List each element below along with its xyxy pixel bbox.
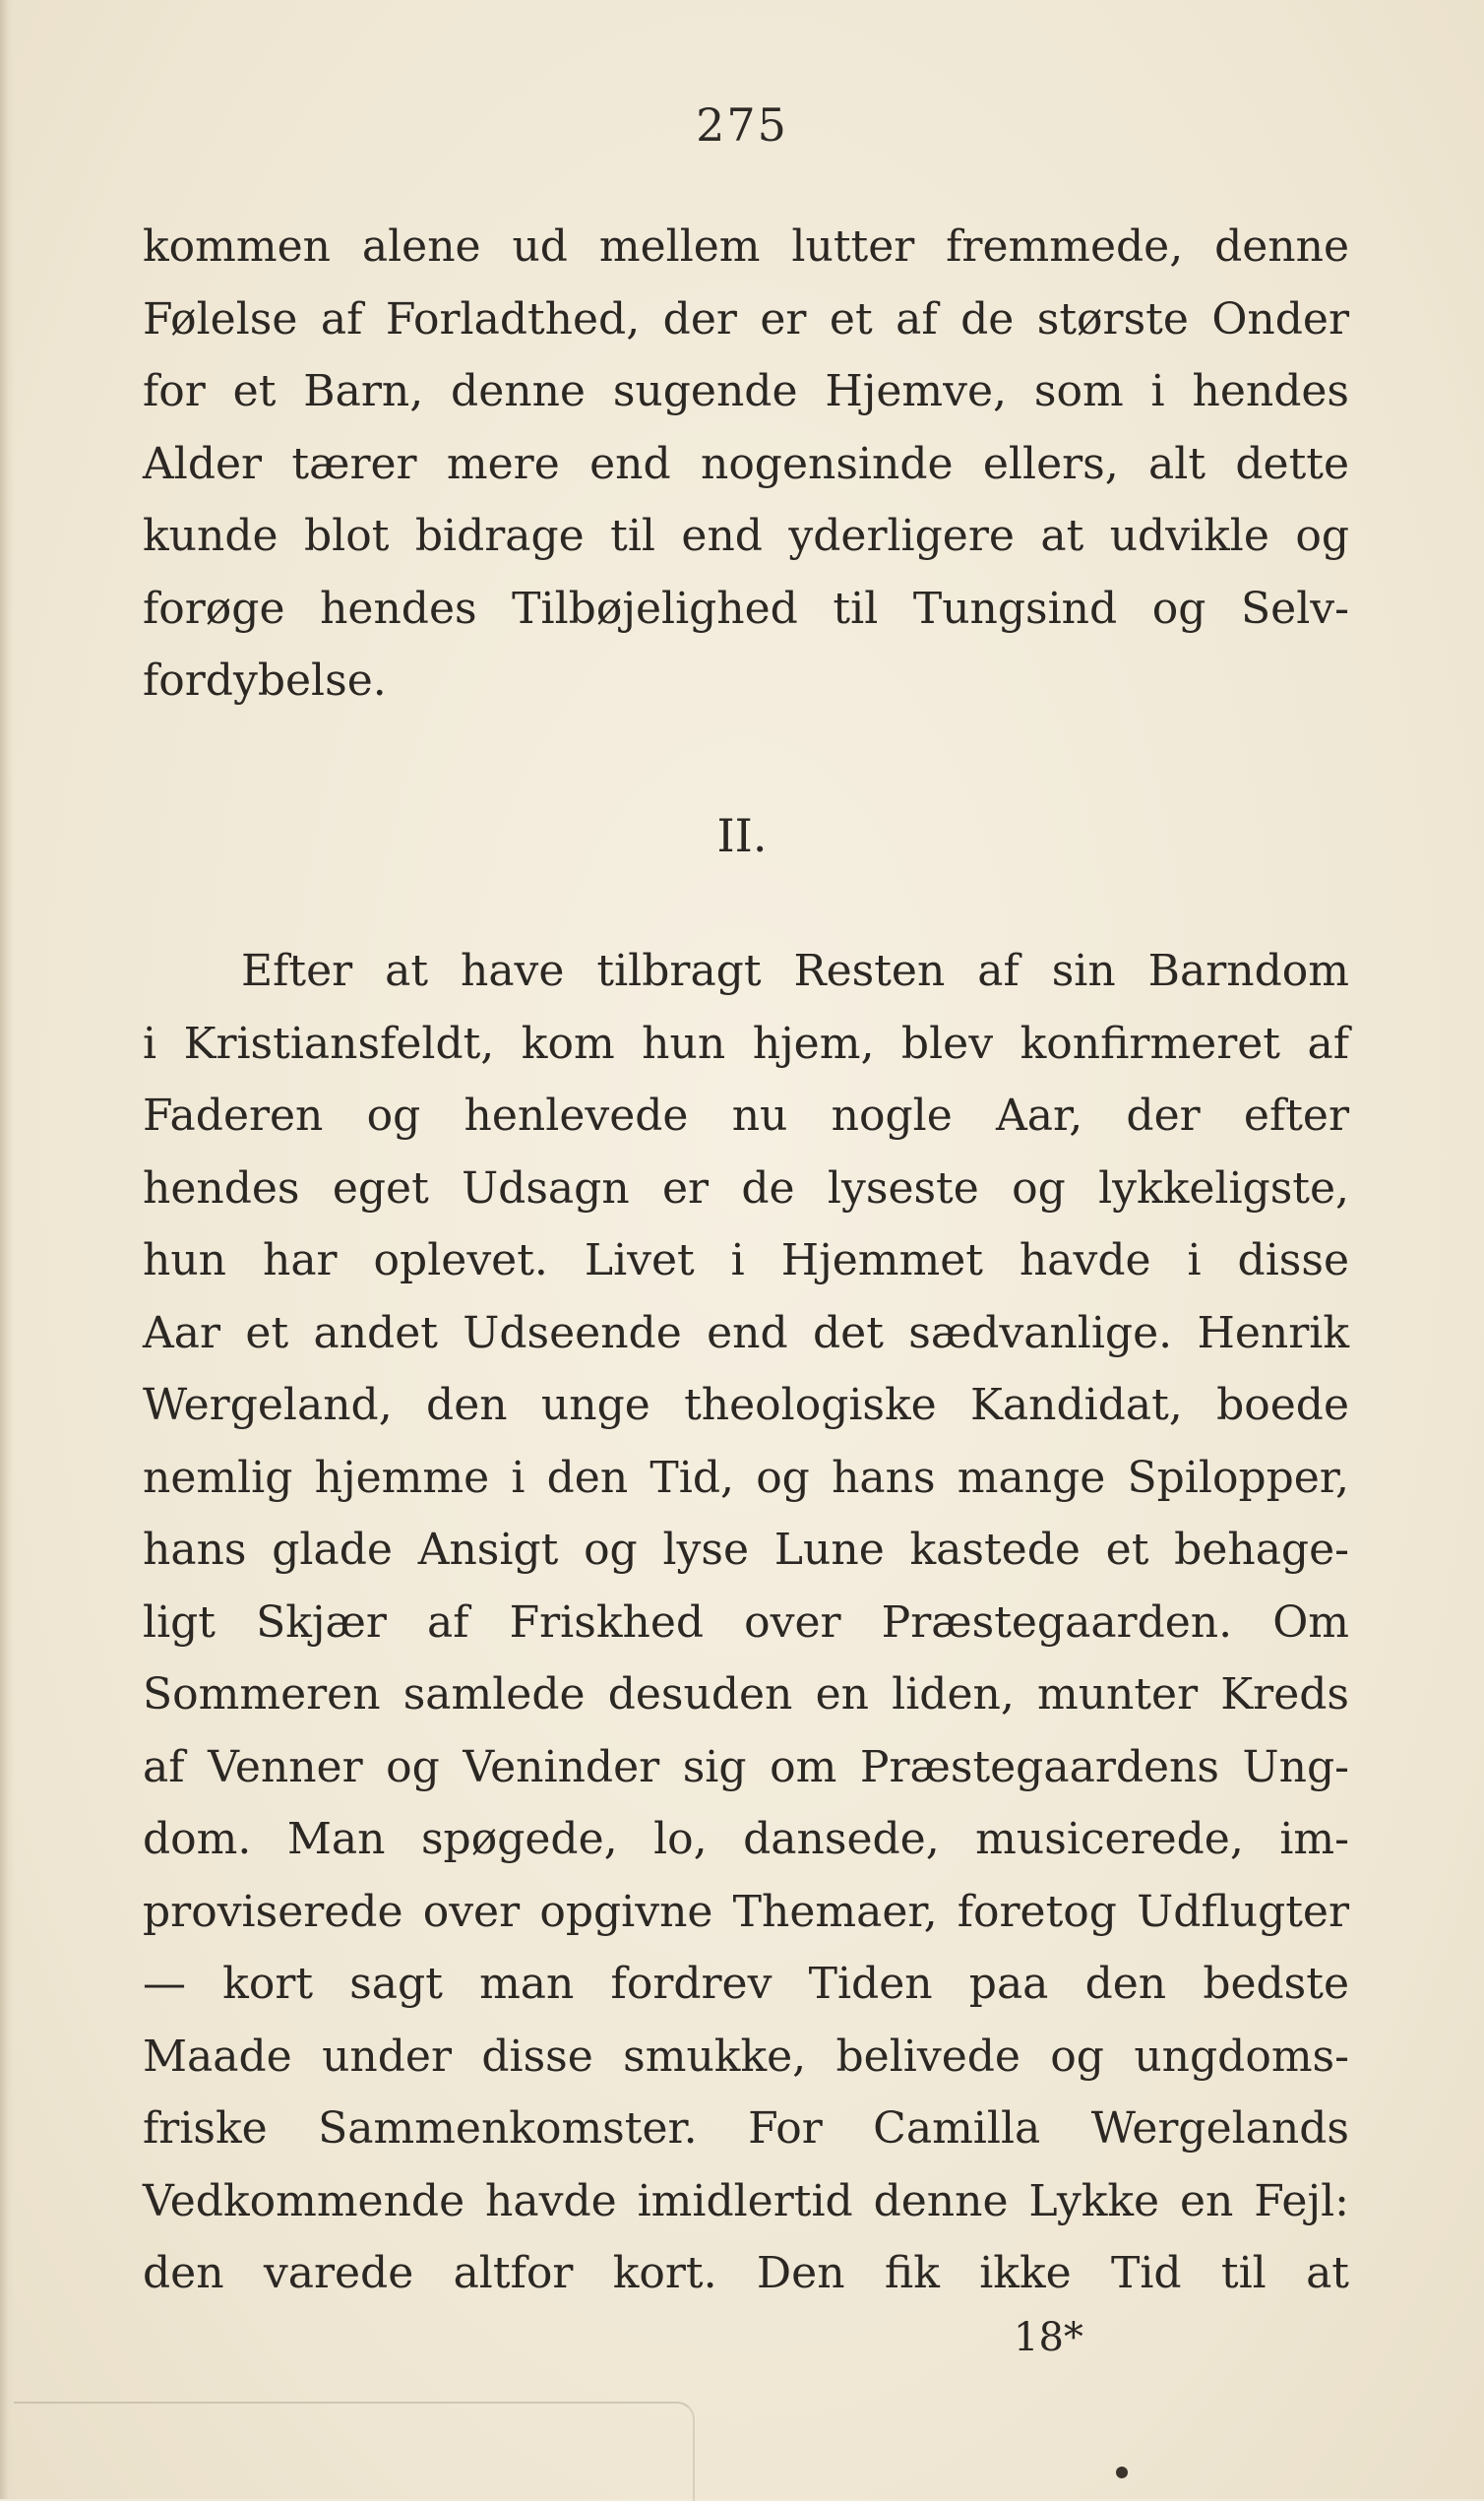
text-line: Efter at have tilbragt Resten af sin Barndom: [241, 946, 1349, 996]
page-number: 275: [696, 98, 788, 152]
text-line: proviserede over opgivne Themaer, foretog Udflugter: [143, 1886, 1349, 1937]
paragraph-2: [143, 935, 1349, 2310]
text-line: forøge hendes Tilbøjelighed til Tungsind og Selv-: [143, 583, 1349, 634]
signature-mark: 18*: [1014, 2315, 1083, 2360]
text-line: den varede altfor kort. Den fik ikke Tid til at: [143, 2248, 1349, 2298]
text-line: dom. Man spøgede, lo, dansede, musicerede, im-: [143, 1814, 1349, 1864]
text-line: ligt Skjær af Friskhed over Præstegaarden. Om: [143, 1596, 1349, 1648]
text-line: hun har oplevet. Livet i Hjemmet havde i disse: [143, 1235, 1349, 1285]
page-fold-mark: [14, 2402, 695, 2501]
section-heading: II.: [716, 809, 768, 862]
text-line: Maade under disse smukke, belivede og ungdoms-: [143, 2031, 1349, 2082]
text-line: Følelse af Forladthed, der er et af de største Onder: [143, 293, 1349, 344]
paragraph-1: [143, 211, 1349, 718]
ink-speck: [1116, 2467, 1128, 2478]
text-line: for et Barn, denne sugende Hjemve, som i hendes: [143, 366, 1349, 416]
text-line: hans glade Ansigt og lyse Lune kastede et behage-: [143, 1525, 1349, 1575]
text-line: af Venner og Veninder sig om Præstegaardens Ung-: [143, 1741, 1349, 1792]
text-line: Faderen og henlevede nu nogle Aar, der efter: [143, 1091, 1349, 1141]
text-line: fordybelse.: [143, 656, 387, 706]
text-line: Alder tærer mere end nogensinde ellers, alt dette: [143, 438, 1349, 489]
text-line: i Kristiansfeldt, kom hun hjem, blev konfirmeret af: [143, 1018, 1349, 1069]
text-line: kunde blot bidrage til end yderligere at udvikle og: [143, 511, 1349, 561]
text-line: nemlig hjemme i den Tid, og hans mange Spilopper,: [143, 1452, 1349, 1503]
text-line: kommen alene ud mellem lutter fremmede, denne: [143, 221, 1349, 272]
text-line: hendes eget Udsagn er de lyseste og lykkeligste,: [143, 1162, 1349, 1214]
text-line: friske Sammenkomster. For Camilla Wergelands: [143, 2103, 1349, 2154]
text-line: — kort sagt man fordrev Tiden paa den bedste: [143, 1959, 1349, 2009]
page-binding-edge: [0, 0, 14, 2499]
text-line: Wergeland, den unge theologiske Kandidat, boede: [143, 1380, 1349, 1430]
text-line: Aar et andet Udseende end det sædvanlige. Henrik: [143, 1307, 1349, 1358]
text-line: Sommeren samlede desuden en liden, munter Kreds: [143, 1669, 1349, 1719]
text-line: Vedkommende havde imidlertid denne Lykke en Fejl:: [143, 2175, 1349, 2226]
